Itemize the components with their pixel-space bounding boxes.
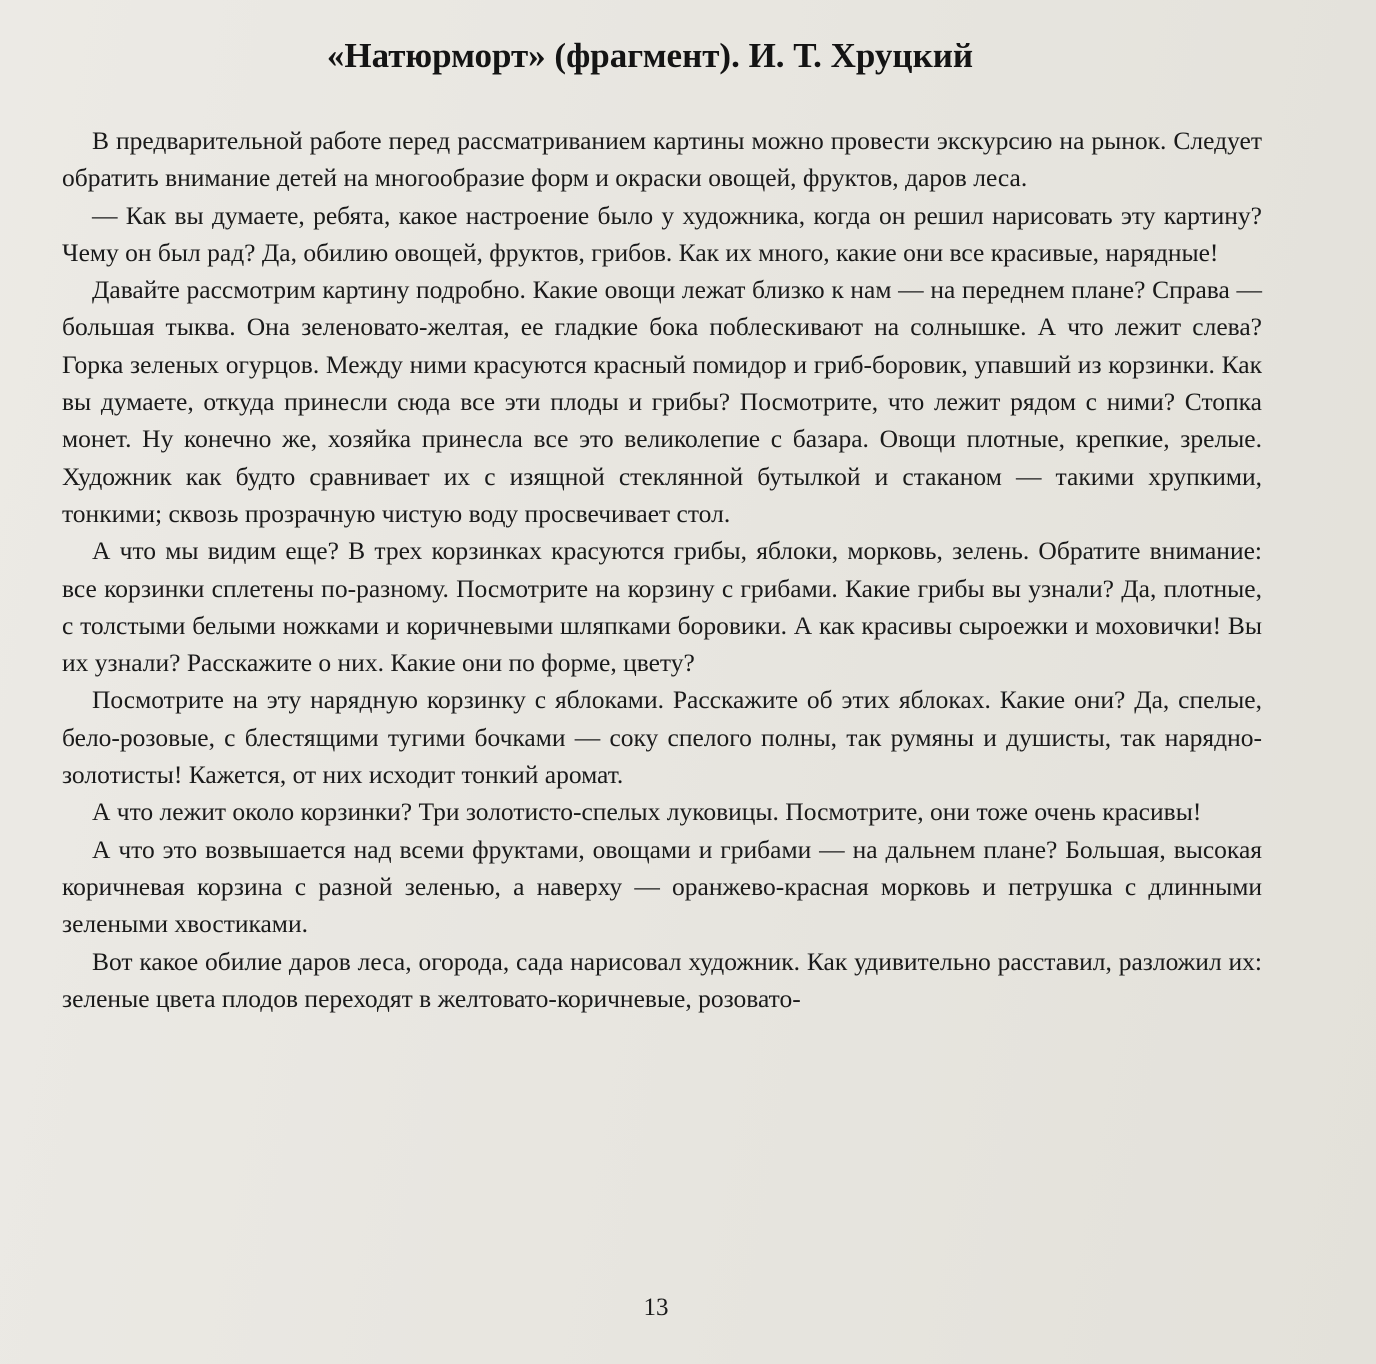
paragraph: Посмотрите на эту нарядную корзинку с яблоками. Расскажите об этих яблоках. Какие они? Да, спелые, бело-розовые, с блестящими тугими бочками — соку спелого полны, так румяны и душисты, так нарядно-золотисты! Кажется, от них исходит тонкий аромат. <box>62 685 1262 790</box>
paragraph: А что мы видим еще? В трех корзинках красуются грибы, яблоки, морковь, зелень. Обратите внимание: все корзинки сплетены по-разному. Посмотрите на корзину с грибами. Какие грибы вы узнали? Да, плотные, с толстыми белыми ножками и коричневыми шляпками боровики. А как красивы сыроежки и моховички! Вы их узнали? Расскажите о них. Какие они по форме, цвету? <box>62 536 1262 678</box>
paragraph: — Как вы думаете, ребята, какое настроение было у художника, когда он решил нарисовать эту картину? Чему он был рад? Да, обилию овощей, фруктов, грибов. Как их много, какие они все красивые, нарядные! <box>62 200 1262 267</box>
paragraph: Вот какое обилие даров леса, огорода, сада нарисовал художник. Как удивительно расставил, разложил их: зеленые цвета плодов переходят в желтовато-коричневые, розовато- <box>62 946 1262 1013</box>
paragraph: Давайте рассмотрим картину подробно. Какие овощи лежат близко к нам — на переднем плане? Справа — большая тыква. Она зеленовато-желтая, ее гладкие бока поблескивают на солнышке. А что лежит слева? Горка зеленых огурцов. Между ними красуются красный помидор и гриб-боровик, упавший из корзинки. Как вы думаете, откуда принесли сюда все эти плоды и грибы? Посмотрите, что лежит рядом с ними? Стопка монет. Ну конечно же, хозяйка принесла все это великолепие с базара. Овощи плотные, крепкие, зрелые. Художник как будто сравнивает их с изящной стеклянной бутылкой и стаканом — такими хрупкими, тонкими; сквозь прозрачную чистую воду просвечивает стол. <box>62 275 1262 528</box>
page-number: 13 <box>643 1294 669 1321</box>
paragraph: А что это возвышается над всеми фруктами, овощами и грибами — на дальнем плане? Большая, высокая коричневая корзина с разной зеленью, а наверху — оранжево-красная морковь и петрушка с длинными зелеными хвостиками. <box>62 834 1262 939</box>
body-text <box>62 122 1262 1017</box>
paragraph: А что лежит около корзинки? Три золотисто-спелых луковицы. Посмотрите, они тоже очень красивы! <box>92 797 1202 827</box>
page-title: «Натюрморт» (фрагмент). И. Т. Хруцкий <box>326 36 974 75</box>
paragraph: В предварительной работе перед рассматриванием картины можно провести экскурсию на рынок. Следует обратить внимание детей на многообразие форм и окраски овощей, фруктов, даров леса. <box>62 126 1262 193</box>
